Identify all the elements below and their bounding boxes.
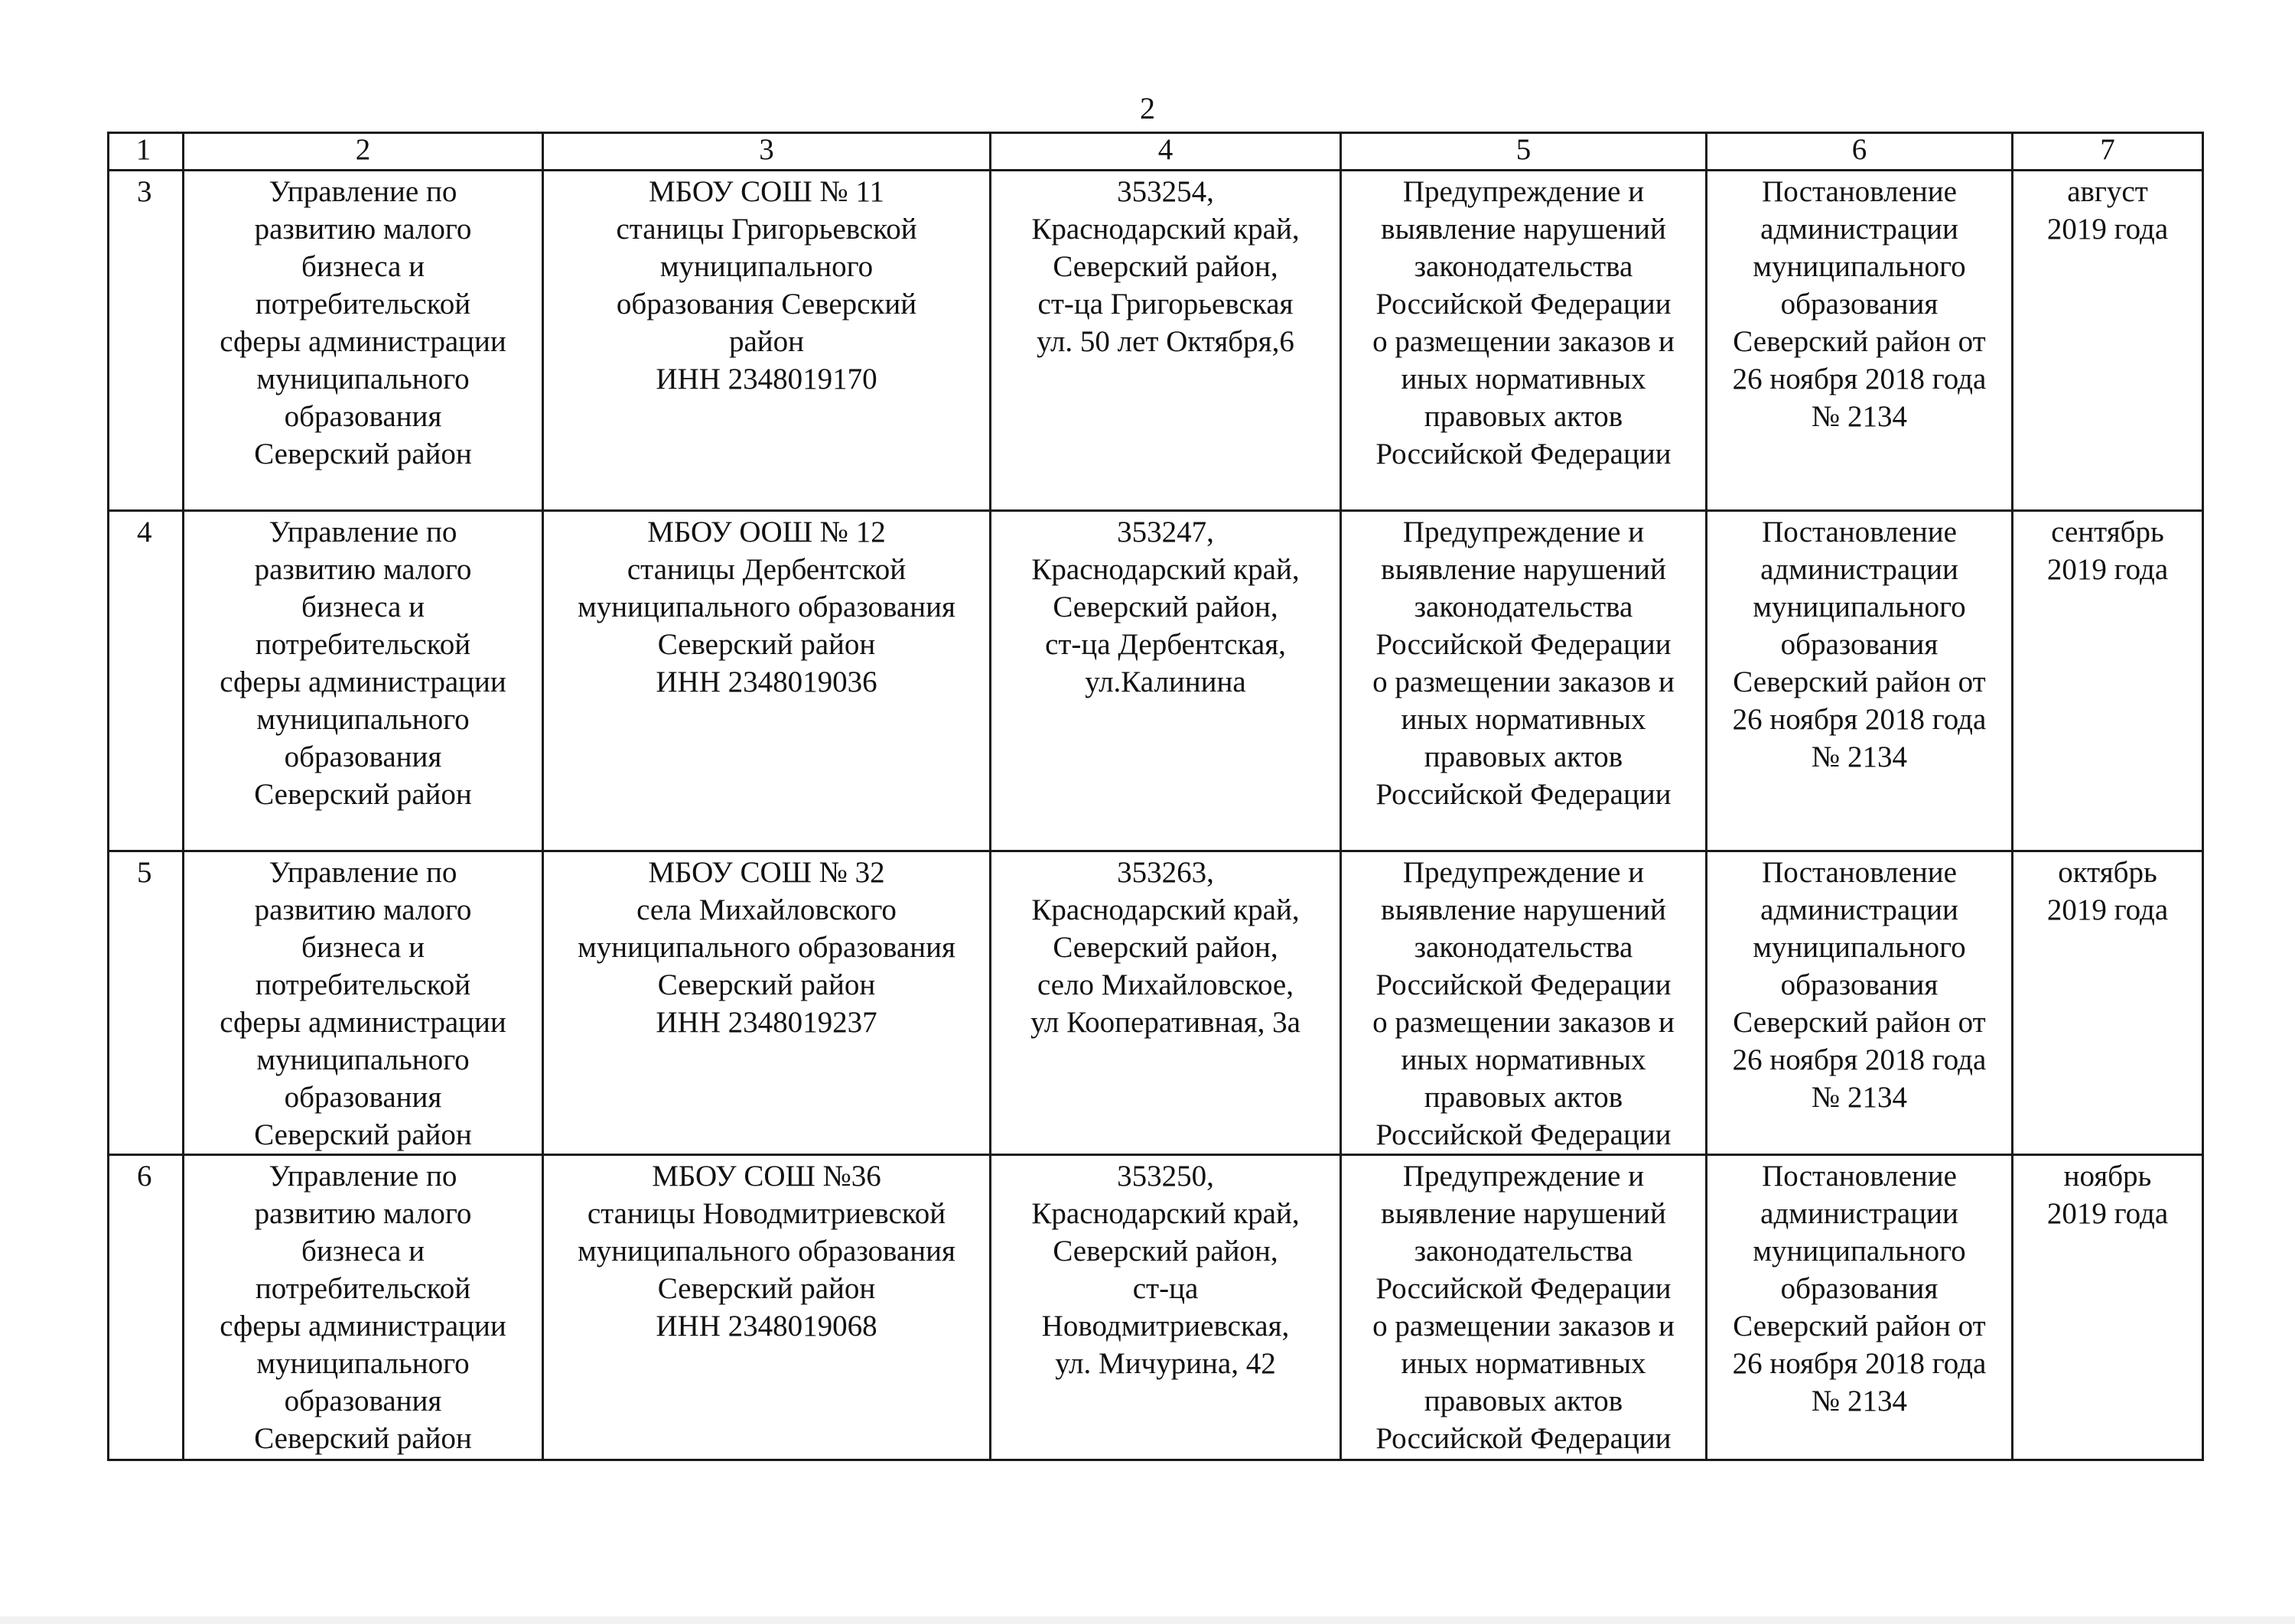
authority-cell: Управление по развитию малого бизнеса и потребительской сферы администрации муниципального образования Северский район [184, 851, 543, 1155]
period-cell: сентябрь 2019 года [2013, 511, 2203, 851]
period-cell: август 2019 года [2013, 171, 2203, 511]
inspection-plan-table [107, 132, 2204, 1461]
organization-cell: МБОУ ООШ № 12 станицы Дербентской муниципального образования Северский район ИНН 2348019036 [543, 511, 991, 851]
column-number-5: 5 [1341, 133, 1707, 171]
organization-cell: МБОУ СОШ № 11 станицы Григорьевской муниципального образования Северский район ИНН 2348019170 [543, 171, 991, 511]
column-number-7: 7 [2013, 133, 2203, 171]
period-cell: ноябрь 2019 года [2013, 1155, 2203, 1460]
scan-edge [0, 1616, 2295, 1624]
table-row [109, 1155, 2203, 1460]
basis-cell: Постановление администрации муниципального образования Северский район от 26 ноября 2018 года № 2134 [1707, 1155, 2013, 1460]
authority-cell: Управление по развитию малого бизнеса и потребительской сферы администрации муниципального образования Северский район [184, 1155, 543, 1460]
address-cell: 353247, Краснодарский край, Северский район, ст-ца Дербентская, ул.Калинина [991, 511, 1341, 851]
column-number-3: 3 [543, 133, 991, 171]
row-number-cell: 6 [109, 1155, 184, 1460]
organization-cell: МБОУ СОШ № 32 села Михайловского муниципального образования Северский район ИНН 2348019237 [543, 851, 991, 1155]
subject-cell: Предупреждение и выявление нарушений законодательства Российской Федерации о размещении заказов и иных нормативных правовых актов Российской Федерации [1341, 171, 1707, 511]
column-number-2: 2 [184, 133, 543, 171]
column-numbers-row [109, 133, 2203, 171]
row-number-cell: 4 [109, 511, 184, 851]
basis-cell: Постановление администрации муниципального образования Северский район от 26 ноября 2018 года № 2134 [1707, 511, 2013, 851]
address-cell: 353254, Краснодарский край, Северский район, ст-ца Григорьевская ул. 50 лет Октября,6 [991, 171, 1341, 511]
address-cell: 353250, Краснодарский край, Северский район, ст-ца Новодмитриевская, ул. Мичурина, 42 [991, 1155, 1341, 1460]
basis-cell: Постановление администрации муниципального образования Северский район от 26 ноября 2018 года № 2134 [1707, 851, 2013, 1155]
subject-cell: Предупреждение и выявление нарушений законодательства Российской Федерации о размещении заказов и иных нормативных правовых актов Российской Федерации [1341, 511, 1707, 851]
table-row [109, 171, 2203, 511]
period-cell: октябрь 2019 года [2013, 851, 2203, 1155]
row-number-cell: 5 [109, 851, 184, 1155]
address-cell: 353263, Краснодарский край, Северский район, село Михайловское, ул Кооперативная, 3а [991, 851, 1341, 1155]
table-row [109, 511, 2203, 851]
authority-cell: Управление по развитию малого бизнеса и потребительской сферы администрации муниципального образования Северский район [184, 511, 543, 851]
table-row [109, 851, 2203, 1155]
column-number-1: 1 [109, 133, 184, 171]
column-number-4: 4 [991, 133, 1341, 171]
column-number-6: 6 [1707, 133, 2013, 171]
authority-cell: Управление по развитию малого бизнеса и потребительской сферы администрации муниципального образования Северский район [184, 171, 543, 511]
subject-cell: Предупреждение и выявление нарушений законодательства Российской Федерации о размещении заказов и иных нормативных правовых актов Российской Федерации [1341, 851, 1707, 1155]
row-number-cell: 3 [109, 171, 184, 511]
organization-cell: МБОУ СОШ №36 станицы Новодмитриевской муниципального образования Северский район ИНН 2348019068 [543, 1155, 991, 1460]
page-number: 2 [1140, 91, 1155, 125]
subject-cell: Предупреждение и выявление нарушений законодательства Российской Федерации о размещении заказов и иных нормативных правовых актов Российской Федерации [1341, 1155, 1707, 1460]
basis-cell: Постановление администрации муниципального образования Северский район от 26 ноября 2018 года № 2134 [1707, 171, 2013, 511]
